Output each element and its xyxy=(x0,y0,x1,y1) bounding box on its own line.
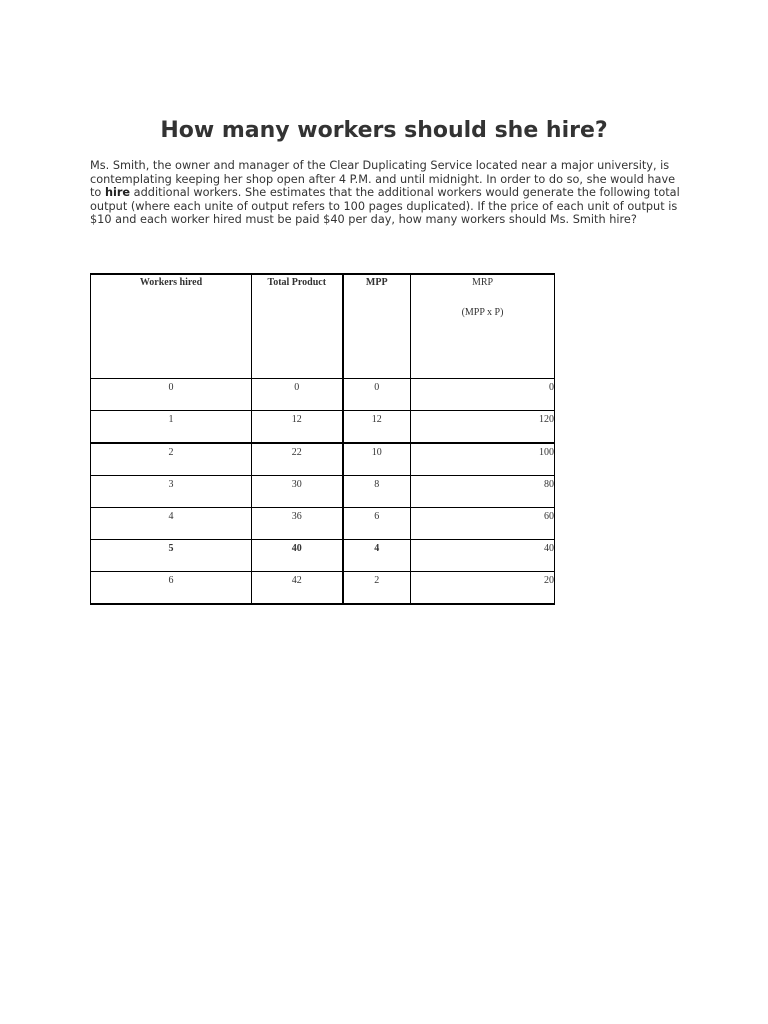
table-header-row xyxy=(91,274,555,379)
header-mrp-formula: (MPP x P) xyxy=(461,307,504,318)
cell-mpp: 0 xyxy=(343,379,411,411)
problem-paragraph xyxy=(90,159,680,227)
workers-table xyxy=(90,273,555,605)
cell-workers: 4 xyxy=(91,508,252,540)
cell-workers: 5 xyxy=(91,540,252,572)
paragraph-bold-word: hire xyxy=(104,186,131,200)
cell-mrp: 0 xyxy=(411,379,555,411)
table-row xyxy=(91,443,555,476)
cell-total-product: 0 xyxy=(252,379,343,411)
cell-mrp: 120 xyxy=(411,411,555,444)
cell-total-product: 40 xyxy=(252,540,343,572)
cell-mpp: 12 xyxy=(343,411,411,444)
header-workers-hired: Workers hired xyxy=(91,274,252,379)
cell-mpp: 6 xyxy=(343,508,411,540)
table-row xyxy=(91,508,555,540)
cell-total-product: 22 xyxy=(252,443,343,476)
cell-workers: 1 xyxy=(91,411,252,444)
cell-workers: 6 xyxy=(91,572,252,605)
cell-mpp: 10 xyxy=(343,443,411,476)
header-mrp-label: MRP xyxy=(471,277,494,288)
header-mrp xyxy=(411,274,555,379)
cell-mpp: 4 xyxy=(343,540,411,572)
cell-total-product: 12 xyxy=(252,411,343,444)
cell-workers: 3 xyxy=(91,476,252,508)
paragraph-text-end: additional workers. She estimates that the additional workers would generate the following total output (where each unite of output refers to 100 pages duplicated). If the price of each unit of output is $10 and each worker hired must be paid $40 per day, how many workers should Ms. Smith hire? xyxy=(90,186,680,227)
cell-total-product: 36 xyxy=(252,508,343,540)
cell-total-product: 30 xyxy=(252,476,343,508)
cell-mpp: 8 xyxy=(343,476,411,508)
table-row xyxy=(91,572,555,605)
cell-mrp: 40 xyxy=(411,540,555,572)
header-mpp: MPP xyxy=(343,274,411,379)
cell-mrp: 60 xyxy=(411,508,555,540)
table-row xyxy=(91,379,555,411)
page-title: How many workers should she hire? xyxy=(160,118,608,143)
table-row-highlighted xyxy=(91,540,555,572)
cell-mrp: 100 xyxy=(411,443,555,476)
cell-mrp: 80 xyxy=(411,476,555,508)
cell-total-product: 42 xyxy=(252,572,343,605)
table-row xyxy=(91,476,555,508)
table-row xyxy=(91,411,555,444)
cell-mpp: 2 xyxy=(343,572,411,605)
cell-workers: 0 xyxy=(91,379,252,411)
cell-workers: 2 xyxy=(91,443,252,476)
paragraph-text-start: Ms. Smith, the owner and manager of the Clear Duplicating Service located near a major university, is contemplating keeping her shop open after 4 P.M. and until midnight. In order to do so, she would have to xyxy=(90,159,676,200)
header-total-product: Total Product xyxy=(252,274,343,379)
cell-mrp: 20 xyxy=(411,572,555,605)
